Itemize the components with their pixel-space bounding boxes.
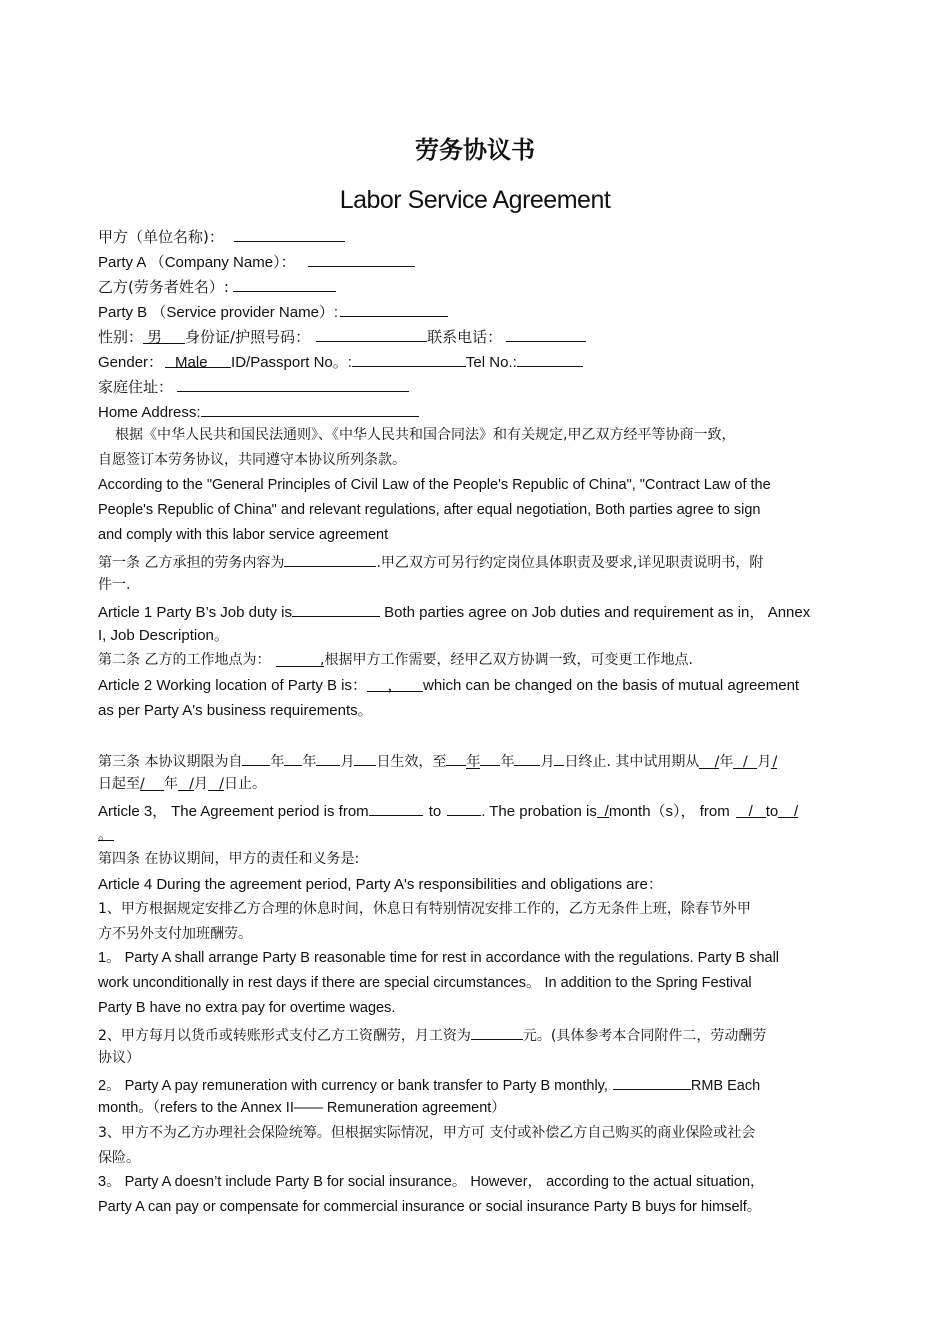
address-cn-label: 家庭住址： — [98, 378, 174, 396]
preamble-cn-line-2: 自愿签订本劳务协议，共同遵守本协议所列条款。 — [98, 452, 406, 468]
article-1-en-line-1 — [98, 598, 852, 625]
article-3-cn-yue-3: 月 — [757, 754, 772, 770]
tel-cn-label: 联系电话： — [427, 328, 503, 346]
article-3-cn-until-year[interactable]: / — [140, 772, 164, 791]
article-2-en-text-c: which can be changed on the basis of mutual agreement — [423, 677, 800, 694]
preamble-en-line-2: People's Republic of China" and relevant regulations, after equal negotiation, Both parties agree to sign — [98, 502, 761, 518]
article-1-en-text-a: Article 1 Party B’s Job duty is — [98, 604, 292, 621]
item-1-en-line-2: work unconditionally in rest days if there are special circumstances。 In addition to the Spring Festival — [98, 975, 752, 991]
article-3-cn-probation-day[interactable]: / — [771, 750, 777, 769]
article-2-en-line-1 — [98, 673, 852, 698]
article-3-en-text-c: month（s）， from — [608, 803, 730, 820]
article-3-cn-until-day[interactable]: / — [208, 772, 224, 791]
article-3-cn-yue-1: 月 — [340, 754, 355, 770]
article-3-cn-probation-year[interactable]: / — [699, 750, 719, 769]
party-b-en-label: Party B （Service provider Name）: — [98, 304, 339, 321]
article-3-en-from-date[interactable]: / — [736, 799, 766, 818]
article-3-cn-start-day-blank[interactable] — [354, 747, 376, 766]
item-1-en-line-3: Party B have no extra pay for overtime wages. — [98, 1000, 396, 1016]
item-1-cn-line-2: 方不另外支付加班酬劳。 — [98, 926, 252, 942]
article-3-en-to-blank[interactable] — [447, 797, 481, 816]
article-4-en-title: Article 4 During the agreement period, Party A's responsibilities and obligations are： — [98, 876, 663, 893]
article-3-cn-text-a: 第三条 本协议期限为自 — [98, 754, 243, 770]
gender-en-value[interactable]: Male — [165, 350, 231, 368]
article-3-cn-text-e: 日止。 — [224, 776, 266, 792]
article-3-cn-text-d: 日起至 — [98, 776, 140, 792]
item-2-cn-text-b: 元。(具体参考本合同附件二，劳动酬劳 — [522, 1028, 767, 1044]
article-2-cn-blank[interactable]: , — [276, 648, 324, 667]
article-1-cn-line-1 — [98, 548, 852, 576]
title-english: Labor Service Agreement — [339, 186, 611, 214]
item-2-cn-line-2: 协议） — [98, 1050, 140, 1066]
article-3-cn-probation-month[interactable]: / — [733, 750, 757, 769]
article-3-cn-end-day-blank[interactable] — [554, 747, 564, 766]
article-2-en-line-2: as per Party A's business requirements。 — [98, 702, 373, 719]
party-b-en-blank[interactable] — [340, 298, 448, 317]
tel-cn-blank[interactable] — [506, 323, 586, 342]
party-a-cn-blank[interactable] — [234, 223, 345, 242]
article-3-cn-end-year-blank[interactable] — [446, 747, 466, 766]
item-2-cn-line-1 — [98, 1021, 852, 1049]
article-3-cn-nian-1: 年 — [270, 754, 285, 770]
article-3-cn-line-2 — [98, 772, 852, 797]
article-1-en-blank[interactable] — [292, 598, 380, 617]
address-en-line — [98, 398, 852, 425]
item-2-en-salary-blank[interactable] — [613, 1071, 691, 1090]
article-3-cn-start-month-blank[interactable] — [316, 747, 340, 766]
tel-en-blank[interactable] — [517, 348, 583, 367]
id-cn-blank[interactable] — [316, 323, 427, 342]
address-en-blank[interactable] — [201, 398, 419, 417]
article-3-en-from-blank[interactable] — [369, 797, 423, 816]
title-chinese: 劳务协议书 — [415, 136, 535, 164]
article-1-en-line-2: I, Job Description。 — [98, 627, 229, 644]
article-3-cn-nian-5: 年 — [719, 754, 734, 770]
article-3-en-to-date[interactable]: / — [778, 799, 798, 818]
article-4-cn-title: 第四条 在协议期间，甲方的责任和义务是: — [98, 851, 360, 867]
article-3-cn-yue-4: 月 — [194, 776, 208, 792]
address-cn-blank[interactable] — [177, 373, 409, 392]
item-2-cn-salary-blank[interactable] — [471, 1021, 523, 1040]
article-1-cn-text-b: .甲乙双方可另行约定岗位具体职责及要求,详见职责说明书，附 — [376, 555, 764, 571]
article-3-en-line-2 — [98, 822, 852, 847]
article-3-cn-end-y2-blank[interactable] — [480, 747, 500, 766]
article-2-en-text-a: Article 2 Working location of Party B is： — [98, 677, 367, 694]
gender-cn-value[interactable]: 男 — [143, 325, 185, 344]
article-2-cn-line — [98, 648, 852, 673]
gender-cn-line — [98, 323, 852, 350]
party-a-cn-line — [98, 223, 852, 250]
party-a-en-blank[interactable] — [308, 248, 415, 267]
party-b-cn-blank[interactable] — [233, 273, 336, 292]
preamble-cn-line-1: 根据《中华人民共和国民法通则》、《中华人民共和国合同法》和有关规定,甲乙双方经平等协商一致， — [115, 427, 736, 443]
item-3-en-line-1: 3。 Party A doesn’t include Party B for social insurance。 However， according to the actual situation， — [98, 1174, 765, 1190]
article-3-en-line-1 — [98, 797, 852, 824]
party-b-cn-line — [98, 273, 852, 300]
item-2-en-text-b: RMB Each — [690, 1078, 761, 1094]
item-2-en-text-a: 2。 Party A pay remuneration with currency or bank transfer to Party B monthly, — [98, 1078, 608, 1094]
article-1-cn-line-2: 件一. — [98, 577, 131, 593]
article-3-cn-nian-2: 年 — [302, 754, 317, 770]
gender-en-line — [98, 348, 852, 375]
address-en-label: Home Address: — [98, 404, 201, 421]
tel-en-label: Tel No.: — [465, 354, 517, 371]
item-2-en-line-2: month。（refers to the Annex II—— Remuneration agreement） — [98, 1100, 506, 1116]
item-2-en-line-1 — [98, 1071, 852, 1099]
id-en-label: ID/Passport No。: — [231, 354, 352, 371]
preamble-en-line-3: and comply with this labor service agreement — [98, 527, 389, 543]
article-2-en-blank[interactable]: ， — [367, 673, 423, 692]
item-3-cn-line-2: 保险。 — [98, 1150, 140, 1166]
article-3-en-to-2: to — [765, 803, 779, 820]
article-3-en-probation-blank[interactable]: / — [597, 799, 609, 818]
article-3-cn-start-year-blank[interactable] — [242, 747, 270, 766]
article-3-en-text-b: . The probation is — [481, 803, 597, 820]
party-b-cn-label: 乙方(劳务者姓名）: — [98, 278, 229, 296]
article-3-en-text-a: Article 3， The Agreement period is from — [98, 803, 369, 820]
party-a-en-line — [98, 248, 852, 275]
article-1-cn-blank[interactable] — [284, 548, 376, 567]
item-1-cn-line-1: 1、甲方根据规定安排乙方合理的休息时间，休息日有特别情况安排工作的，乙方无条件上班，除春节外甲 — [98, 901, 751, 917]
item-1-en-line-1: 1。 Party A shall arrange Party B reasonable time for rest in accordance with the regulations. Party B shall — [98, 950, 780, 966]
article-2-cn-text-a: 第二条 乙方的工作地点为： — [98, 652, 271, 668]
article-3-cn-text-b: 日生效，至 — [376, 754, 447, 770]
article-3-cn-nian-6: 年 — [164, 776, 178, 792]
article-3-cn-yue-2: 月 — [540, 754, 555, 770]
article-2-cn-text-c: 根据甲方工作需要，经甲乙双方协调一致，可变更工作地点. — [324, 652, 693, 668]
gender-cn-label: 性别： — [98, 328, 144, 346]
article-3-cn-line-1 — [98, 747, 852, 775]
address-cn-line — [98, 373, 852, 400]
item-3-cn-line-1: 3、甲方不为乙方办理社会保险统筹。但根据实际情况，甲方可 支付或补偿乙方自己购买的商业保险或社会 — [98, 1125, 756, 1141]
article-1-cn-text-a: 第一条 乙方承担的劳务内容为 — [98, 555, 285, 571]
item-3-en-line-2: Party A can pay or compensate for commercial insurance or social insurance Party B buys for himself。 — [98, 1199, 762, 1215]
article-3-cn-nian-4: 年 — [500, 754, 515, 770]
gender-en-label: Gender： — [98, 354, 164, 371]
id-cn-label: 身份证/护照号码： — [185, 328, 311, 346]
article-3-en-to-1: to — [428, 803, 442, 820]
id-en-blank[interactable] — [352, 348, 466, 367]
article-3-cn-text-c: 日终止. 其中试用期从 — [564, 754, 700, 770]
article-3-cn-until-month[interactable]: / — [178, 772, 194, 791]
article-3-en-end-mark: 。 — [98, 822, 114, 841]
item-2-cn-text-a: 2、甲方每月以货币或转账形式支付乙方工资酬劳，月工资为 — [98, 1028, 471, 1044]
party-a-cn-label: 甲方（单位名称)： — [98, 228, 224, 246]
article-3-cn-nian-3: 年 — [466, 750, 480, 769]
preamble-en-line-1: According to the "General Principles of Civil Law of the People's Republic of China", "Contract Law of the — [98, 477, 771, 493]
article-3-cn-start-y2-blank[interactable] — [284, 747, 302, 766]
party-b-en-line — [98, 298, 852, 325]
article-1-en-text-b: Both parties agree on Job duties and requirement as in， Annex — [379, 604, 811, 621]
article-3-cn-end-month-blank[interactable] — [514, 747, 540, 766]
party-a-en-label: Party A （Company Name）： — [98, 254, 296, 271]
